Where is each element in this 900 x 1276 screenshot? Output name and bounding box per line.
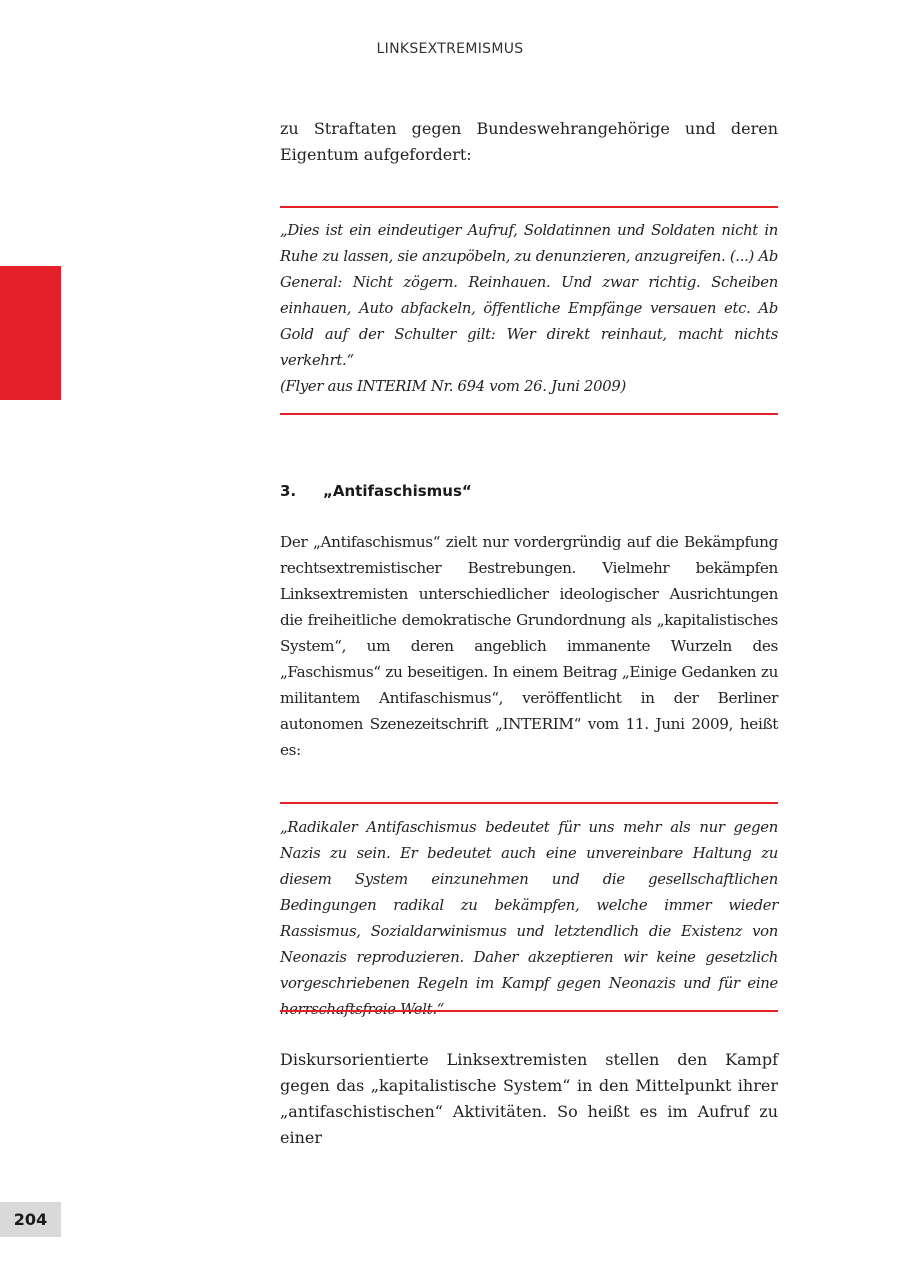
- quote-2-text: „Radikaler Antifaschismus bedeutet für uns mehr als nur gegen Nazis zu sein. Er bedeutet auch eine unvereinbare Haltung zu diesem System einzunehmen und die gesellschaftlichen Bedingungen radikal zu bekämpfen, welche immer wieder Rassismus, Sozialdarwinismus und letztendlich die Existenz von Neonazis reproduzieren. Daher akzeptieren wir keine gesetzlich vorgeschriebenen Regeln im Kampf gegen Neonazis und für eine herrschaftsfreie Welt.“: [280, 819, 778, 1018]
- intro-paragraph: zu Straftaten gegen Bundeswehrangehörige und deren Eigentum aufgefordert:: [280, 119, 778, 164]
- running-header: LINKSEXTREMISMUS: [376, 41, 524, 57]
- section-title: „Antifaschismus“: [323, 482, 472, 500]
- quote-1-text: „Dies ist ein eindeutiger Aufruf, Soldatinnen und Soldaten nicht in Ruhe zu lassen, sie anzupöbeln, zu denunzieren, anzugreifen. (...) Ab General: Nicht zögern. Reinhauen. Und zwar richtig. Scheiben einhauen, Auto abfackeln, öffentliche Empfänge versauen etc. Ab Gold auf der Schulter gilt: Wer direkt reinhaut, macht nichts verkehrt.“: [280, 222, 778, 369]
- paragraph-diskursorientiert: Diskursorientierte Linksextremisten stellen den Kampf gegen das „kapitalistische System“ in den Mittelpunkt ihrer „antifaschistischen“ Aktivitäten. So heißt es im Aufruf zu einer: [280, 1050, 778, 1147]
- page-number: 204: [0, 1202, 61, 1237]
- section-heading: [280, 480, 472, 502]
- paragraph-antifaschismus: Der „Antifaschismus“ zielt nur vordergründig auf die Bekämpfung rechtsextremistischer Bestrebungen. Vielmehr bekämpfen Linksextremisten unterschiedlicher ideologischer Ausrichtungen die freiheitliche demokratische Grundordnung als „kapitalistisches System“, um deren angeblich immanente Wurzeln des „Faschismus“ zu beseitigen. In einem Beitrag „Einige Gedanken zu militantem Antifaschismus“, veröffentlicht in der Berliner autonomen Szenezeitschrift „INTERIM“ vom 11. Juni 2009, heißt es:: [280, 533, 778, 759]
- quote-1-source: (Flyer aus INTERIM Nr. 694 vom 26. Juni 2009): [280, 378, 626, 395]
- quote-1-bottom-rule: [280, 413, 778, 415]
- quote-2-bottom-rule: [280, 1010, 778, 1012]
- chapter-color-tab: [0, 266, 61, 400]
- quote-1-top-rule: [280, 206, 778, 208]
- quote-2-top-rule: [280, 802, 778, 804]
- section-number: 3.: [280, 482, 297, 500]
